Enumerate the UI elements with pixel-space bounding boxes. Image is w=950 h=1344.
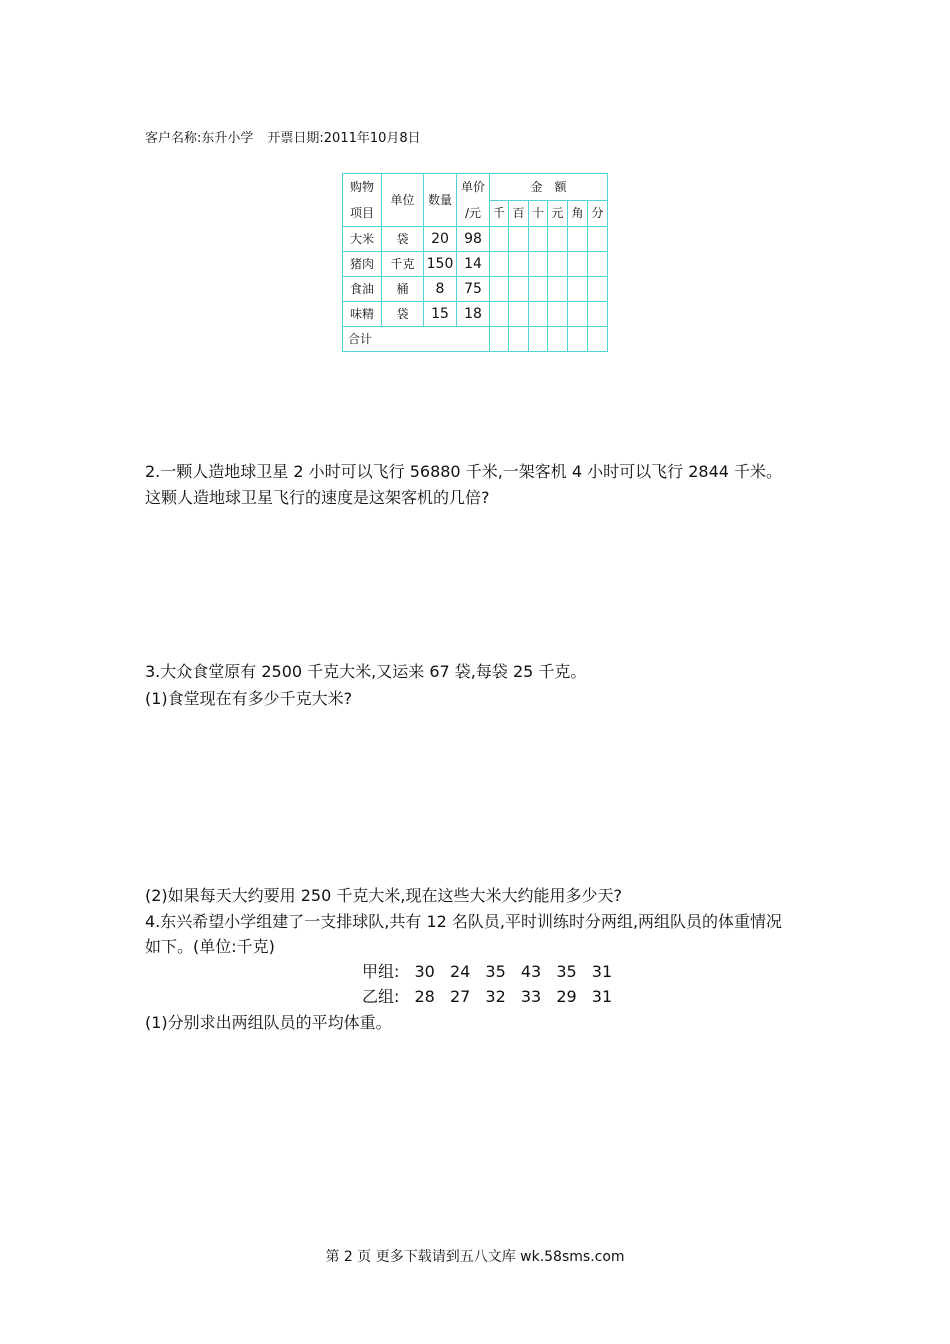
weight-value: 35 (485, 962, 506, 981)
amount-cell (548, 327, 568, 352)
group-a-label: 甲组: (362, 962, 400, 981)
row-qty: 20 (424, 227, 457, 252)
table-row (343, 277, 608, 302)
digit-header: 元 (548, 200, 568, 227)
amount-cell (529, 252, 548, 277)
question-4-part-1: (1)分别求出两组队员的平均体重。 (145, 1013, 392, 1032)
amount-cell (509, 227, 529, 252)
amount-cell (588, 327, 608, 352)
digit-header: 百 (509, 200, 529, 227)
row-unit: 袋 (382, 227, 424, 252)
amount-cell (568, 327, 588, 352)
page-footer: 第 2 页 更多下载请到五八文库 wk.58sms.com (325, 1249, 625, 1265)
amount-cell (568, 302, 588, 327)
amount-cell (490, 277, 509, 302)
weight-value: 35 (556, 962, 577, 981)
amount-cell (588, 302, 608, 327)
question-4-text: 4.东兴希望小学组建了一支排球队,共有 12 名队员,平时训练时分两组,两组队员的体重情况 (145, 912, 783, 931)
amount-cell (529, 327, 548, 352)
table-row (343, 252, 608, 277)
question-2-text: 2.一颗人造地球卫星 2 小时可以飞行 56880 千米,一架客机 4 小时可以飞行 2844 千米。 (145, 462, 783, 481)
digit-header: 角 (568, 200, 588, 227)
amount-cell (568, 252, 588, 277)
total-row (343, 327, 608, 352)
amount-cell (509, 302, 529, 327)
amount-cell (548, 277, 568, 302)
amount-cell (568, 277, 588, 302)
question-2-text-cont: 这颗人造地球卫星飞行的速度是这架客机的几倍? (145, 488, 490, 507)
weight-value: 29 (556, 987, 577, 1006)
weight-value: 32 (485, 987, 506, 1006)
group-b-weights (362, 984, 612, 1007)
row-qty: 8 (424, 277, 457, 302)
amount-cell (490, 227, 509, 252)
row-unit: 桶 (382, 277, 424, 302)
group-b-label: 乙组: (362, 987, 400, 1006)
row-item: 味精 (343, 302, 382, 327)
row-item: 食油 (343, 277, 382, 302)
header-unit: 单位 (382, 174, 424, 227)
weight-value: 43 (520, 962, 542, 981)
row-unit: 袋 (382, 302, 424, 327)
amount-cell (588, 227, 608, 252)
question-3-text: 3.大众食堂原有 2500 千克大米,又运来 67 袋,每袋 25 千克。 (145, 662, 587, 681)
amount-cell (548, 227, 568, 252)
amount-cell (568, 227, 588, 252)
amount-cell (509, 252, 529, 277)
row-unit: 千克 (382, 252, 424, 277)
digit-header: 分 (588, 200, 608, 227)
row-item: 猪肉 (343, 252, 382, 277)
header-item: 购物 项目 (343, 174, 382, 227)
header-qty: 数量 (424, 174, 457, 227)
weight-value: 33 (520, 987, 542, 1006)
invoice-header (145, 127, 421, 146)
amount-cell (529, 302, 548, 327)
table-row (343, 302, 608, 327)
header-price: 单价 /元 (457, 174, 490, 227)
weight-value: 31 (591, 962, 613, 981)
header-amount: 金 额 (490, 174, 608, 201)
row-qty: 150 (424, 252, 457, 277)
invoice-table (342, 173, 608, 352)
amount-cell (588, 277, 608, 302)
issue-date: 开票日期:2011年10月8日 (267, 131, 421, 146)
amount-cell (548, 302, 568, 327)
question-3-part-1: (1)食堂现在有多少千克大米? (145, 689, 353, 708)
group-a-weights (362, 959, 612, 982)
weight-value: 31 (591, 987, 613, 1006)
amount-cell (509, 277, 529, 302)
amount-cell (548, 252, 568, 277)
weight-value: 28 (414, 987, 435, 1006)
customer-name: 客户名称:东升小学 (145, 131, 254, 146)
amount-cell (509, 327, 529, 352)
question-4-text-cont: 如下。(单位:千克) (145, 937, 275, 956)
digit-header: 千 (490, 200, 509, 227)
row-price: 75 (457, 277, 490, 302)
row-price: 98 (457, 227, 490, 252)
digit-header: 十 (529, 200, 548, 227)
row-price: 14 (457, 252, 490, 277)
row-item: 大米 (343, 227, 382, 252)
amount-cell (529, 227, 548, 252)
table-row (343, 227, 608, 252)
weight-value: 24 (449, 962, 471, 981)
question-3-part-2: (2)如果每天大约要用 250 千克大米,现在这些大米大约能用多少天? (145, 886, 622, 905)
weight-value: 30 (414, 962, 435, 981)
total-label: 合计 (343, 327, 490, 352)
weight-value: 27 (449, 987, 471, 1006)
amount-cell (588, 252, 608, 277)
amount-cell (529, 277, 548, 302)
amount-cell (490, 302, 509, 327)
row-qty: 15 (424, 302, 457, 327)
amount-cell (490, 327, 509, 352)
row-price: 18 (457, 302, 490, 327)
amount-cell (490, 252, 509, 277)
